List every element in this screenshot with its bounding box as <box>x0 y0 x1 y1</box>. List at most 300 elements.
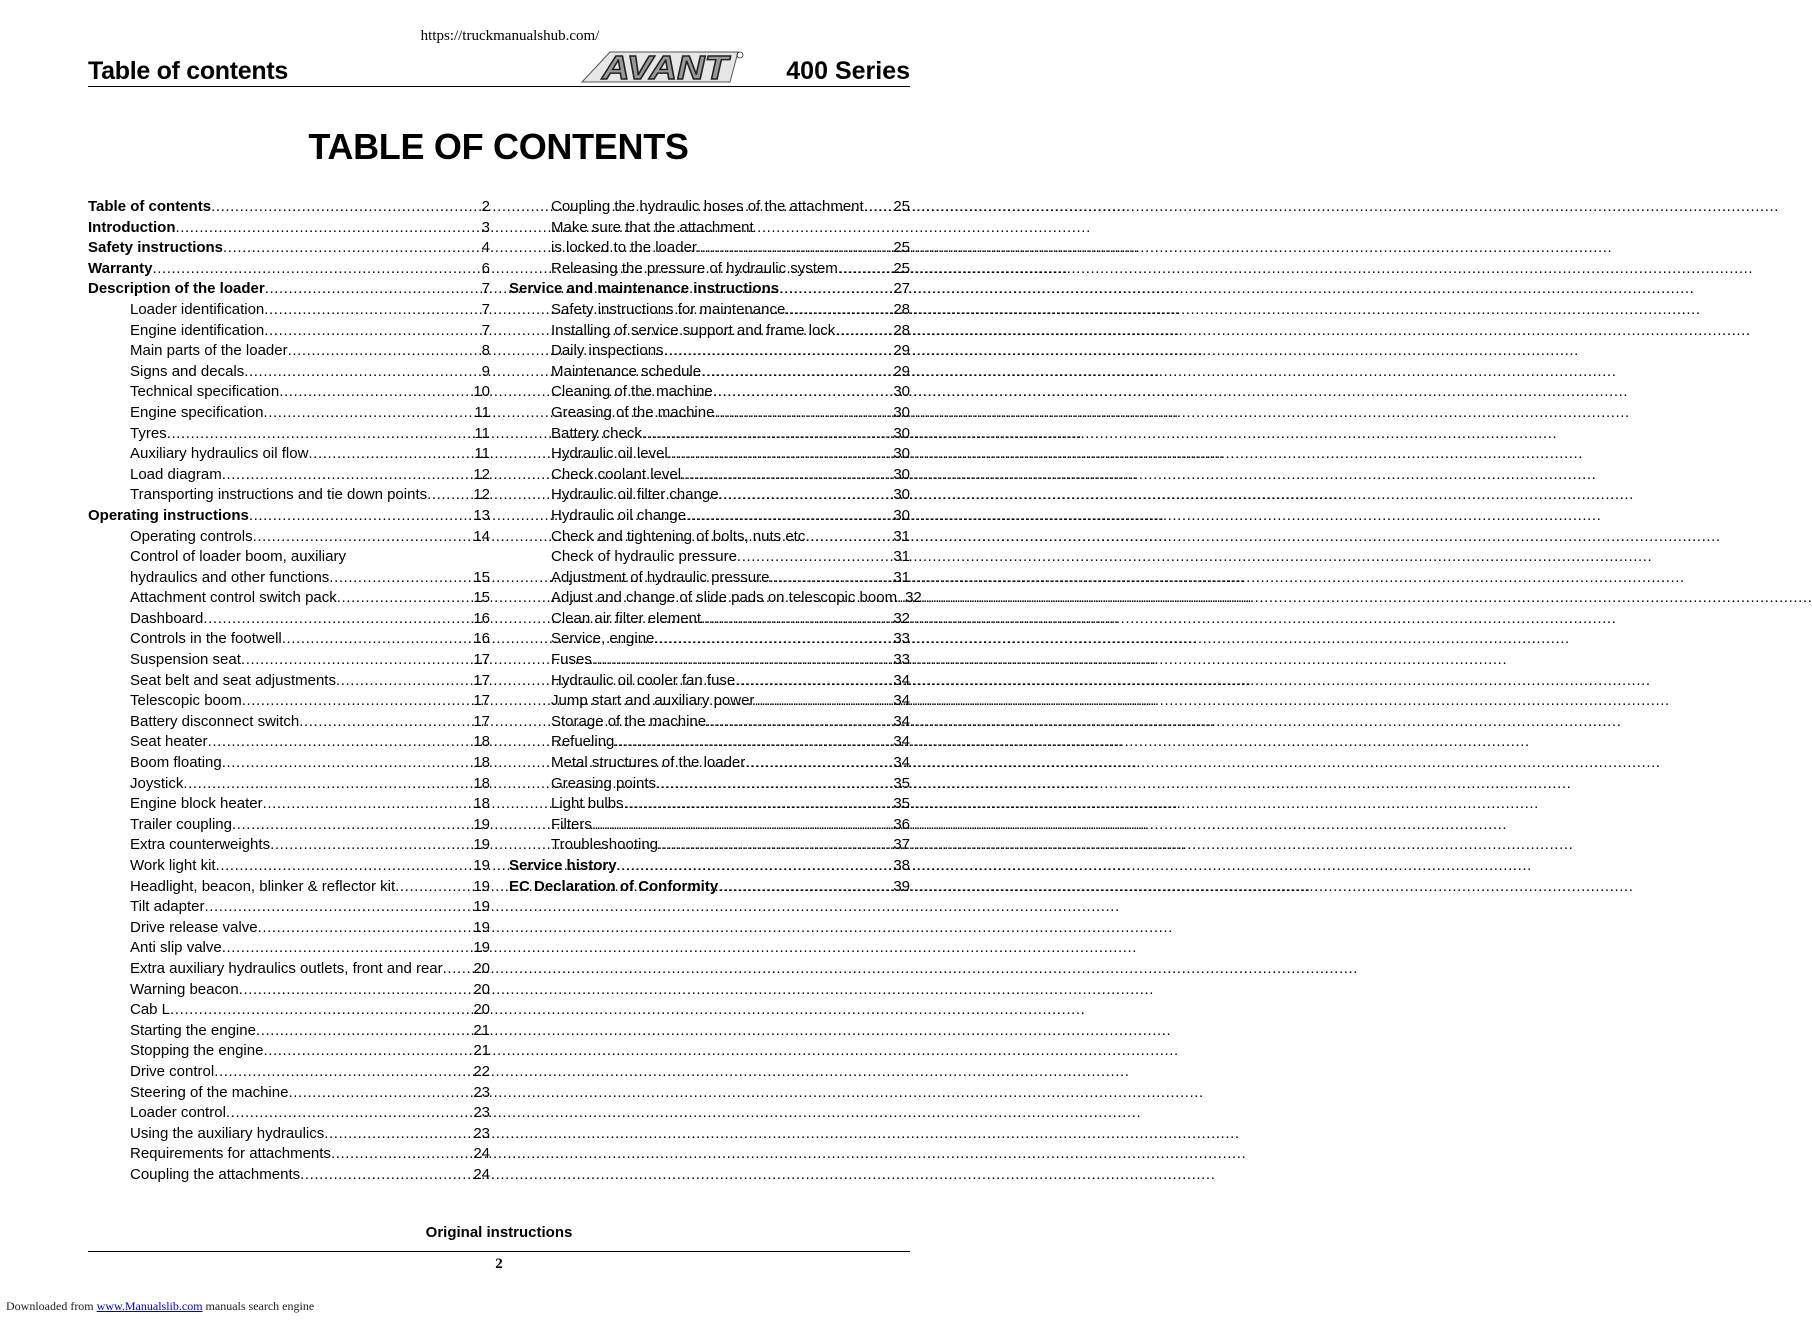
toc-subsection-entry[interactable] <box>88 775 490 796</box>
toc-entry-title: Operating instructions <box>88 506 249 524</box>
toc-subsection-entry[interactable] <box>509 425 910 446</box>
toc-entry-title: Metal structures of the loader <box>551 754 746 772</box>
toc-subsection-entry[interactable] <box>88 548 490 569</box>
toc-subsection-entry[interactable] <box>509 548 910 569</box>
toc-section-entry[interactable] <box>509 857 910 878</box>
toc-subsection-entry[interactable] <box>88 857 490 878</box>
page-number: 2 <box>495 1256 503 1272</box>
dot-leader <box>714 404 893 421</box>
toc-entry-title: Work light kit <box>130 857 216 874</box>
dot-leader <box>719 486 894 503</box>
toc-entry-title: Service history <box>509 857 617 874</box>
toc-subsection-entry[interactable] <box>88 1145 490 1166</box>
toc-entry-page: 7 <box>481 321 490 339</box>
toc-entry-title: Seat heater <box>130 733 208 751</box>
toc-subsection-entry[interactable] <box>88 898 490 919</box>
toc-subsection-entry[interactable] <box>88 672 490 693</box>
toc-entry-title: Greasing of the machine <box>551 403 715 421</box>
toc-entry-page: 34 <box>893 712 910 730</box>
toc-section-entry[interactable] <box>509 280 910 301</box>
toc-entry-page: 28 <box>893 300 910 318</box>
toc-subsection-entry[interactable] <box>88 528 490 549</box>
toc-subsection-entry[interactable] <box>88 383 490 404</box>
toc-entry-title: Releasing the pressure of hydraulic system <box>551 259 838 277</box>
toc-section-entry[interactable] <box>88 219 490 240</box>
toc-section-entry[interactable] <box>88 260 490 281</box>
toc-entry-title: Engine block heater <box>130 795 263 813</box>
toc-entry-title: Stopping the engine <box>130 1042 264 1060</box>
toc-subsection-entry[interactable] <box>88 1125 490 1146</box>
toc-subsection-entry[interactable] <box>509 775 910 796</box>
toc-entry-page: 29 <box>893 362 910 380</box>
toc-entry-page: 30 <box>893 506 910 524</box>
toc-entry-title: Hydraulic oil cooler fan fuse <box>551 671 736 689</box>
toc-entry-title: Load diagram <box>130 465 222 483</box>
dot-leader <box>805 528 893 545</box>
dot-leader <box>264 322 481 339</box>
toc-section-entry[interactable] <box>88 507 490 528</box>
toc-entry-title: Adjust and change of slide pads on telescopic boom <box>551 589 898 607</box>
dot-leader <box>779 280 893 297</box>
toc-subsection-entry[interactable] <box>88 404 490 425</box>
toc-subsection-entry[interactable] <box>88 836 490 857</box>
toc-entry-page: 17 <box>473 712 490 730</box>
toc-subsection-entry[interactable] <box>509 239 910 260</box>
toc-entry-title: Greasing points <box>551 774 657 792</box>
toc-entry-page: 34 <box>893 692 910 710</box>
page-header <box>88 50 910 87</box>
toc-subsection-entry[interactable] <box>509 486 910 507</box>
dot-leader <box>264 301 481 318</box>
dot-leader <box>203 610 473 627</box>
toc-entry-page: 30 <box>893 383 910 401</box>
dot-leader <box>170 1001 473 1018</box>
toc-entry-page: 17 <box>473 692 490 710</box>
dot-leader <box>697 239 893 256</box>
avant-logo <box>580 50 744 84</box>
toc-right-column <box>509 198 922 898</box>
dot-leader <box>300 1166 473 1183</box>
header-section-title: Table of contents <box>88 57 289 85</box>
toc-subsection-entry[interactable] <box>509 610 910 631</box>
toc-entry-page: 23 <box>473 1083 490 1101</box>
dot-leader <box>329 569 473 586</box>
toc-section-entry[interactable] <box>88 198 490 219</box>
toc-entry-title: Coupling the attachments <box>130 1165 301 1183</box>
toc-entry-page: 38 <box>893 857 910 874</box>
toc-subsection-entry[interactable] <box>509 569 910 590</box>
toc-subsection-entry[interactable] <box>509 507 910 528</box>
toc-entry-title: Trailer coupling <box>130 815 232 833</box>
toc-entry-title: Controls in the footwell <box>130 630 282 648</box>
toc-entry-title: Tilt adapter <box>130 898 205 916</box>
toc-subsection-entry[interactable] <box>88 589 490 610</box>
dot-leader <box>331 1145 473 1162</box>
toc-entry-title: Table of contents <box>88 198 212 215</box>
toc-entry-page: 20 <box>473 959 490 977</box>
toc-entry-title: Service and maintenance instructions <box>509 280 780 298</box>
toc-subsection-entry[interactable] <box>509 836 910 857</box>
toc-entry-page: 21 <box>473 1021 490 1039</box>
toc-entry-page: 39 <box>893 877 910 895</box>
toc-entry-title: Service, engine <box>551 630 655 648</box>
dot-leader <box>308 445 474 462</box>
toc-entry-page: 20 <box>473 1001 490 1019</box>
toc-entry-page: 12 <box>473 486 490 504</box>
header-series-title: 400 Series <box>786 57 910 85</box>
toc-entry-title: Technical specification <box>130 383 280 401</box>
toc-subsection-entry[interactable] <box>88 981 490 1002</box>
toc-subsection-entry[interactable] <box>88 342 490 363</box>
dot-leader <box>175 219 481 236</box>
toc-entry-page: 30 <box>893 486 910 504</box>
toc-entry-title: Steering of the machine <box>130 1083 289 1101</box>
dot-leader <box>785 301 893 318</box>
toc-subsection-entry[interactable] <box>509 383 910 404</box>
toc-entry-page: 30 <box>893 403 910 421</box>
toc-entry-title: Make sure that the attachment <box>551 218 754 236</box>
dot-leader <box>592 651 893 668</box>
dot-leader <box>244 363 481 380</box>
toc-subsection-entry[interactable] <box>88 569 490 590</box>
dot-leader <box>897 589 905 606</box>
dot-leader <box>713 383 894 400</box>
toc-subsection-entry[interactable] <box>88 960 490 981</box>
toc-subsection-entry[interactable] <box>88 919 490 940</box>
toc-subsection-entry[interactable] <box>88 301 490 322</box>
toc-entry-page: 12 <box>473 465 490 483</box>
toc-entry-page: 34 <box>893 671 910 689</box>
dot-leader <box>152 260 481 277</box>
toc-entry-page: 32 <box>893 609 910 627</box>
toc-entry-page: 22 <box>473 1062 490 1080</box>
toc-subsection-entry[interactable] <box>509 322 910 343</box>
dot-leader <box>745 754 893 771</box>
toc-subsection-entry[interactable] <box>88 445 490 466</box>
toc-subsection-entry[interactable] <box>88 939 490 960</box>
dot-leader <box>263 404 474 421</box>
dot-leader <box>427 486 473 503</box>
toc-subsection-entry[interactable] <box>88 425 490 446</box>
toc-entry-title: Main parts of the loader <box>130 342 288 360</box>
toc-entry-page: 33 <box>893 630 910 648</box>
toc-subsection-entry[interactable] <box>509 672 910 693</box>
toc-entry-page: 36 <box>893 815 910 833</box>
toc-entry-page: 16 <box>473 609 490 627</box>
toc-subsection-entry[interactable] <box>88 878 490 899</box>
toc-subsection-entry[interactable] <box>88 754 490 775</box>
toc-subsection-entry[interactable] <box>88 1084 490 1105</box>
toc-entry-page: 7 <box>481 280 490 298</box>
toc-subsection-entry[interactable] <box>88 610 490 631</box>
toc-subsection-entry[interactable] <box>509 260 910 281</box>
toc-entry-page: 19 <box>473 918 490 936</box>
dot-leader <box>654 630 893 647</box>
toc-entry-title: Extra auxiliary hydraulics outlets, front and rear <box>130 959 443 977</box>
toc-entry-title: Drive control <box>130 1062 215 1080</box>
dot-leader <box>737 548 893 565</box>
dot-leader <box>336 672 473 689</box>
toc-subsection-entry[interactable] <box>509 795 910 816</box>
download-credit <box>6 1299 314 1314</box>
dot-leader <box>270 836 473 853</box>
dot-leader <box>664 342 894 359</box>
toc-subsection-entry[interactable] <box>509 692 910 713</box>
dot-leader <box>263 795 474 812</box>
toc-entry-title: Light bulbs <box>551 795 624 813</box>
toc-entry-title: Battery disconnect switch <box>130 712 300 730</box>
toc-entry-title: Warranty <box>88 259 153 277</box>
toc-entry-title: Anti slip valve <box>130 939 222 957</box>
toc-subsection-entry[interactable] <box>88 630 490 651</box>
toc-entry-title: Joystick <box>130 774 184 792</box>
toc-entry-page: 13 <box>473 506 490 524</box>
toc-entry-page: 14 <box>473 527 490 545</box>
toc-entry-title: Safety instructions <box>88 239 224 257</box>
dot-leader <box>282 630 474 647</box>
dot-leader <box>288 1084 473 1101</box>
toc-entry-page: 19 <box>473 815 490 833</box>
toc-entry-title: EC Declaration of Conformity <box>509 877 719 895</box>
dot-leader <box>668 445 894 462</box>
toc-entry-page: 30 <box>893 465 910 483</box>
dot-leader <box>706 713 893 730</box>
toc-entry-title: Maintenance schedule <box>551 362 702 380</box>
toc-entry-page: 32 <box>905 589 922 607</box>
dot-leader <box>279 383 473 400</box>
dot-leader <box>208 733 474 750</box>
source-url: https://truckmanualshub.com/ <box>420 28 600 44</box>
toc-entry-page: 11 <box>474 424 490 442</box>
toc-subsection-entry[interactable] <box>509 466 910 487</box>
toc-entry-title: Clean air filter element <box>551 609 702 627</box>
download-credit-prefix: Downloaded from <box>6 1299 94 1313</box>
dot-leader <box>214 1063 473 1080</box>
toc-subsection-entry[interactable] <box>509 816 910 837</box>
toc-entry-title: Refueling <box>551 733 615 751</box>
dot-leader <box>701 610 893 627</box>
toc-entry-title: Using the auxiliary hydraulics <box>130 1124 325 1142</box>
toc-left-column <box>88 198 490 1187</box>
toc-entry-title: Auxiliary hydraulics oil flow <box>130 445 309 463</box>
toc-entry-title: hydraulics and other functions <box>130 568 330 586</box>
toc-entry-title: Check of hydraulic pressure <box>551 548 737 566</box>
dot-leader <box>167 425 475 442</box>
dot-leader <box>241 651 473 668</box>
dot-leader <box>265 280 482 297</box>
toc-entry-title: Description of the loader <box>88 280 265 298</box>
dot-leader <box>239 981 474 998</box>
toc-subsection-entry[interactable] <box>88 733 490 754</box>
dot-leader <box>835 322 893 339</box>
toc-entry-page: 34 <box>893 733 910 751</box>
toc-entry-page: 19 <box>473 898 490 916</box>
toc-entry-page: 23 <box>473 1124 490 1142</box>
toc-entry-page: 16 <box>473 630 490 648</box>
toc-subsection-entry[interactable] <box>88 692 490 713</box>
toc-entry-page: 35 <box>893 774 910 792</box>
toc-entry-page: 28 <box>893 321 910 339</box>
toc-entry-page: 11 <box>474 445 490 463</box>
dot-leader <box>299 713 473 730</box>
toc-entry-page: 25 <box>893 239 910 257</box>
dot-leader <box>754 692 893 709</box>
toc-subsection-entry[interactable] <box>88 1063 490 1084</box>
dot-leader <box>624 795 894 812</box>
toc-entry-page: 20 <box>473 980 490 998</box>
toc-entry-page: 19 <box>473 877 490 895</box>
toc-entry-title: Cleaning of the machine <box>551 383 713 401</box>
dot-leader <box>592 816 893 833</box>
toc-entry-title: Suspension seat <box>130 651 241 669</box>
dot-leader <box>288 342 482 359</box>
toc-entry-page: 8 <box>481 342 490 360</box>
toc-subsection-entry[interactable] <box>88 713 490 734</box>
toc-entry-title: Signs and decals <box>130 362 245 380</box>
toc-subsection-entry[interactable] <box>88 816 490 837</box>
toc-subsection-entry[interactable] <box>509 342 910 363</box>
toc-entry-page: 25 <box>893 259 910 277</box>
dot-leader <box>769 569 893 586</box>
toc-entry-page: 24 <box>473 1145 490 1163</box>
toc-section-entry[interactable] <box>509 878 910 899</box>
dot-leader <box>222 754 474 771</box>
page-title: TABLE OF CONTENTS <box>308 126 689 167</box>
toc-subsection-entry[interactable] <box>88 1042 490 1063</box>
toc-subsection-entry[interactable] <box>88 795 490 816</box>
toc-entry-title: Attachment control switch pack <box>130 589 337 607</box>
dot-leader <box>242 692 474 709</box>
toc-entry-title: Check and tightening of bolts, nuts etc <box>551 527 806 545</box>
toc-entry-page: 29 <box>893 342 910 360</box>
dot-leader <box>223 239 482 256</box>
dot-leader <box>324 1125 473 1142</box>
toc-entry-page: 18 <box>473 774 490 792</box>
toc-entry-title: Filters <box>551 815 592 833</box>
toc-entry-title: Hydraulic oil filter change <box>551 486 719 504</box>
toc-entry-page: 37 <box>893 836 910 854</box>
toc-entry-title: Safety instructions for maintenance <box>551 300 786 318</box>
toc-entry-title: Control of loader boom, auxiliary <box>130 548 346 566</box>
dot-leader <box>263 1042 473 1059</box>
toc-subsection-entry[interactable] <box>88 466 490 487</box>
toc-subsection-entry[interactable] <box>509 630 910 651</box>
dot-leader <box>232 816 473 833</box>
dot-leader <box>656 775 893 792</box>
toc-entry-title: Requirements for attachments <box>130 1145 331 1163</box>
toc-entry-title: Daily inspections <box>551 342 664 360</box>
toc-subsection-entry[interactable] <box>88 322 490 343</box>
toc-entry-page: 19 <box>473 836 490 854</box>
toc-entry-page: 17 <box>473 671 490 689</box>
download-credit-suffix: manuals search engine <box>205 1299 315 1313</box>
toc-entry-page: 30 <box>893 445 910 463</box>
toc-subsection-entry[interactable] <box>509 589 922 610</box>
toc-entry-page: 17 <box>473 651 490 669</box>
toc-subsection-entry[interactable] <box>509 219 910 240</box>
toc-entry-title: Jump start and auxiliary power <box>551 692 755 710</box>
toc-entry-title: Transporting instructions and tie down points <box>130 486 428 504</box>
toc-entry-page: 4 <box>481 239 490 257</box>
toc-entry-title: Hydraulic oil change <box>551 506 687 524</box>
toc-section-entry[interactable] <box>88 239 490 260</box>
toc-subsection-entry[interactable] <box>509 733 910 754</box>
toc-entry-title: Installing of service support and frame lock <box>551 321 836 339</box>
dot-leader <box>658 836 893 853</box>
toc-subsection-entry[interactable] <box>509 445 910 466</box>
toc-entry-page: 24 <box>473 1165 490 1183</box>
toc-subsection-entry[interactable] <box>88 363 490 384</box>
toc-subsection-entry[interactable] <box>509 198 910 219</box>
toc-entry-page: 18 <box>473 754 490 772</box>
toc-entry-page: 3 <box>481 218 490 236</box>
toc-subsection-entry[interactable] <box>509 404 910 425</box>
toc-subsection-entry[interactable] <box>88 1166 490 1187</box>
toc-entry-title: Engine specification <box>130 403 264 421</box>
dot-leader <box>222 466 474 483</box>
toc-entry-page: 31 <box>893 548 910 566</box>
dot-leader <box>701 363 893 380</box>
toc-subsection-entry[interactable] <box>88 486 490 507</box>
toc-entry-title: is locked to the loader <box>551 239 697 257</box>
toc-entry-title: Drive release valve <box>130 918 258 936</box>
toc-entry-page: 33 <box>893 651 910 669</box>
footer-note: Original instructions <box>425 1224 573 1241</box>
toc-entry-title: Introduction <box>88 218 176 236</box>
dot-leader <box>249 507 473 524</box>
toc-entry-page: 10 <box>473 383 490 401</box>
toc-subsection-entry[interactable] <box>509 651 910 672</box>
toc-entry-page: 9 <box>481 362 490 380</box>
toc-entry-title: Adjustment of hydraulic pressure <box>551 568 770 586</box>
toc-subsection-entry[interactable] <box>88 651 490 672</box>
toc-entry-title: Hydraulic oil level <box>551 445 668 463</box>
toc-entry-title: Warning beacon <box>130 980 239 998</box>
dot-leader <box>226 1104 473 1121</box>
dot-leader <box>642 425 893 442</box>
toc-subsection-entry[interactable] <box>509 528 910 549</box>
dot-leader <box>211 198 482 215</box>
dot-leader <box>681 466 893 483</box>
footer-divider <box>88 1251 910 1252</box>
toc-subsection-entry[interactable] <box>88 1104 490 1125</box>
toc-entry-page: 25 <box>893 198 910 215</box>
toc-entry-page: 31 <box>893 568 910 586</box>
toc-entry-title: Coupling the hydraulic hoses of the attachment <box>551 198 864 215</box>
dot-leader <box>204 898 473 915</box>
toc-subsection-entry[interactable] <box>88 1022 490 1043</box>
toc-subsection-entry[interactable] <box>509 754 910 775</box>
toc-subsection-entry[interactable] <box>509 713 910 734</box>
toc-subsection-entry[interactable] <box>509 363 910 384</box>
toc-entry-page: 15 <box>473 589 490 607</box>
toc-subsection-entry[interactable] <box>509 301 910 322</box>
toc-entry-title: Starting the engine <box>130 1021 256 1039</box>
toc-entry-page: 35 <box>893 795 910 813</box>
toc-entry-page: 27 <box>893 280 910 298</box>
dot-leader <box>735 672 893 689</box>
toc-entry-title: Boom floating <box>130 754 222 772</box>
dot-leader <box>617 857 894 874</box>
dot-leader <box>686 507 893 524</box>
toc-entry-title: Loader control <box>130 1104 226 1122</box>
toc-entry-page: 6 <box>481 259 490 277</box>
toc-section-entry[interactable] <box>88 280 490 301</box>
manualslib-link[interactable]: www.Manualslib.com <box>96 1299 203 1313</box>
dot-leader <box>443 960 474 977</box>
toc-subsection-entry[interactable] <box>88 1001 490 1022</box>
dot-leader <box>614 733 893 750</box>
